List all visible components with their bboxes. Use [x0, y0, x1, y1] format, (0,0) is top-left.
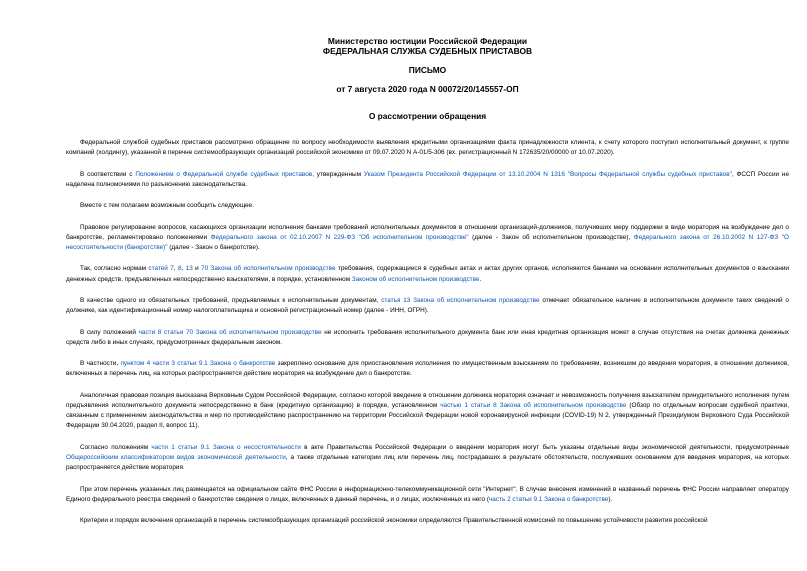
paragraph-text: . — [479, 275, 482, 283]
paragraph — [66, 223, 789, 254]
paragraph — [66, 516, 789, 526]
legal-reference-link[interactable]: частью 1 статьи 8 Закона об исполнительном производстве — [440, 401, 627, 409]
paragraph-text: Согласно положениям — [80, 443, 152, 451]
paragraph — [66, 170, 789, 190]
document-header — [66, 36, 789, 121]
paragraph-text: отмечает обязательное наличие в исполнительном документе таких сведений о должнике, как идентификационный номер налогоплательщика и основной регистрационный номер (далее - ИНН, ОГРН). — [66, 296, 789, 315]
legal-reference-link[interactable]: статья 13 Закона об исполнительном производстве — [381, 296, 540, 304]
paragraph — [66, 359, 789, 379]
legal-reference-link[interactable]: 70 Закона об исполнительном производстве — [201, 265, 336, 273]
paragraph — [66, 201, 789, 211]
legal-reference-link[interactable]: 13 — [185, 265, 193, 273]
paragraph — [66, 485, 789, 505]
paragraph — [66, 296, 789, 316]
paragraph-text: требования, содержащиеся в судебных актах и актах других органов, исполняются банками на основании исполнительных документов о взыскании денежных средств, предъявленных непосредственно взыскателями, в порядке, установленном — [66, 265, 789, 283]
paragraph-text: закреплено основание для приостановления исполнения по имущественным взысканиям по требованиям, возникшим до введения моратория, в отношении должников, включенных в перечень лиц, на которых распространяется действие моратория на возбуждение дел о банкротстве. — [66, 360, 790, 378]
paragraph-text: в акте Правительства Российской Федерации о введении моратория могут быть указаны отдельные виды экономической деятельности, предусмотренные — [300, 443, 789, 451]
paragraph-text: Вместе с тем полагаем возможным сообщить следующее. — [80, 202, 254, 210]
paragraph-text: В соответствии с — [80, 170, 136, 178]
paragraph-text: и — [192, 265, 202, 273]
document-body — [66, 138, 789, 526]
paragraph — [66, 264, 789, 284]
paragraph-text: (далее - Закон об исполнительном производстве), — [468, 233, 634, 241]
document-type: ПИСЬМО — [408, 65, 447, 75]
paragraph-text: ). — [608, 495, 613, 503]
paragraph-text: Федеральной службой судебных приставов рассмотрено обращение по вопросу необходимости выявления кредитными организациями факта принадлежности клиента, к счету которого поступил исполнительный документ, к группе компаний (холдингу), указанной в перечне системообразующих организаций российской экономики от 09.07.2020 N А-01/5-306 (вх. регистрационный N 172635/20/00000 от 10.07.2020). — [66, 139, 789, 157]
paragraph-text: Так, согласно нормам — [80, 265, 149, 273]
paragraph-text: , а также отдельные категории лиц или перечень лиц, пострадавших в результате обстоятельств, послуживших основанием для введения моратория, на которых распространяется действие моратория. — [66, 453, 789, 472]
legal-reference-link[interactable]: части 8 статьи 70 Закона об исполнительном производстве — [138, 328, 322, 336]
document-date-number: от 7 августа 2020 года N 00072/20/145557-ОП — [336, 84, 519, 94]
paragraph-text: (Обзор по отдельным вопросам судебной практики, связанным с применением законодательства и мер по противодействию распространению на территории Российской Федерации новой коронавирусной инфекции (COVID-19) N 2, утвержденный Президиумом Верховного Суда Российской Федерации 30.04.2020, раздел II, вопрос 11). — [66, 401, 789, 430]
paragraph-text: не исполнить требования исполнительного документа банк или иная кредитная организация может в случае отсутствия на счетах должника денежных средств либо в иных случаях, предусмотренных федеральным законом. — [66, 328, 790, 346]
paragraph-text: При этом перечень указанных лиц размещается на официальном сайте ФНС России в информационно-телекоммуникационной сети "Интернет". В случае внесения изменений в названный перечень ФНС России направляет оператору Единого федерального реестра сведений о банкротстве сведения о лицах, включенных в данный перечень, и о лицах, исключенных из него ( — [66, 485, 789, 503]
legal-reference-link[interactable]: Законом об исполнительном производстве — [351, 275, 480, 283]
paragraph — [66, 138, 789, 158]
paragraph-text: Правовое регулирование вопросов, касающихся организации исполнения банками требований исполнительных документов в отношении организаций-должников, получивших меру поддержки в виде моратория на возбуждение дел о банкротстве, регламентировано положениями — [66, 223, 789, 241]
paragraph-text: , ФССП России не наделена полномочиями по разъяснению законодательства. — [66, 170, 790, 188]
paragraph-text: , — [173, 265, 178, 273]
paragraph — [66, 391, 789, 432]
org-name-ministry: Министерство юстиции Российской Федерации — [327, 36, 528, 46]
legal-reference-link[interactable]: Положением о Федеральной службе судебных приставов — [135, 170, 313, 178]
paragraph-text: В силу положений — [80, 328, 139, 336]
paragraph — [66, 443, 789, 474]
paragraph-text: , утвержденным — [312, 170, 364, 178]
paragraph-text: , — [181, 265, 186, 273]
legal-reference-link[interactable]: Указом Президента Российской Федерации от 13.10.2004 N 1316 "Вопросы Федеральной службы судебных приставов" — [363, 170, 732, 178]
paragraph-text: В частности, — [80, 360, 121, 368]
document-subject: О рассмотрении обращения — [368, 111, 487, 121]
legal-reference-link[interactable]: Федерального закона от 02.10.2007 N 229-ФЗ "Об исполнительном производстве" — [210, 233, 469, 241]
legal-reference-link[interactable]: Общероссийским классификатором видов экономической деятельности — [66, 453, 286, 461]
legal-reference-link[interactable]: части 1 статьи 9.1 Закона о несостоятельности — [151, 443, 301, 451]
legal-reference-link[interactable]: 8 — [177, 265, 182, 273]
paragraph-text: (далее - Закон о банкротстве). — [167, 243, 260, 251]
legal-reference-link[interactable]: статей 7 — [148, 265, 174, 273]
org-name-service: ФЕДЕРАЛЬНАЯ СЛУЖБА СУДЕБНЫХ ПРИСТАВОВ — [322, 46, 533, 56]
paragraph-text: Аналогичная правовая позиция высказана Верховным Судом Российской Федерации, согласно которой введение в отношении должника моратория означает и невозможность получения взыскателем принудительного исполнения путем предъявления исполнительного документа непосредственно в банк (кредитную организацию) в порядке, установленном — [66, 391, 789, 409]
paragraph — [66, 328, 789, 348]
paragraph-text: Критерии и порядок включения организаций в перечень системообразующих организаций российской экономики определяются Правительственной комиссией по повышению устойчивости развития российской — [80, 517, 708, 525]
legal-reference-link[interactable]: часть 2 статьи 9.1 Закона о банкротстве — [488, 495, 609, 503]
legal-reference-link[interactable]: Федерального закона от 26.10.2002 N 127-ФЗ "О несостоятельности (банкротстве)" — [66, 233, 789, 251]
paragraph-text: В качестве одного из обязательных требований, предъявляемых к исполнительным документам, — [80, 296, 382, 304]
legal-reference-link[interactable]: пунктом 4 части 3 статьи 9.1 Закона о банкротстве — [120, 360, 276, 368]
